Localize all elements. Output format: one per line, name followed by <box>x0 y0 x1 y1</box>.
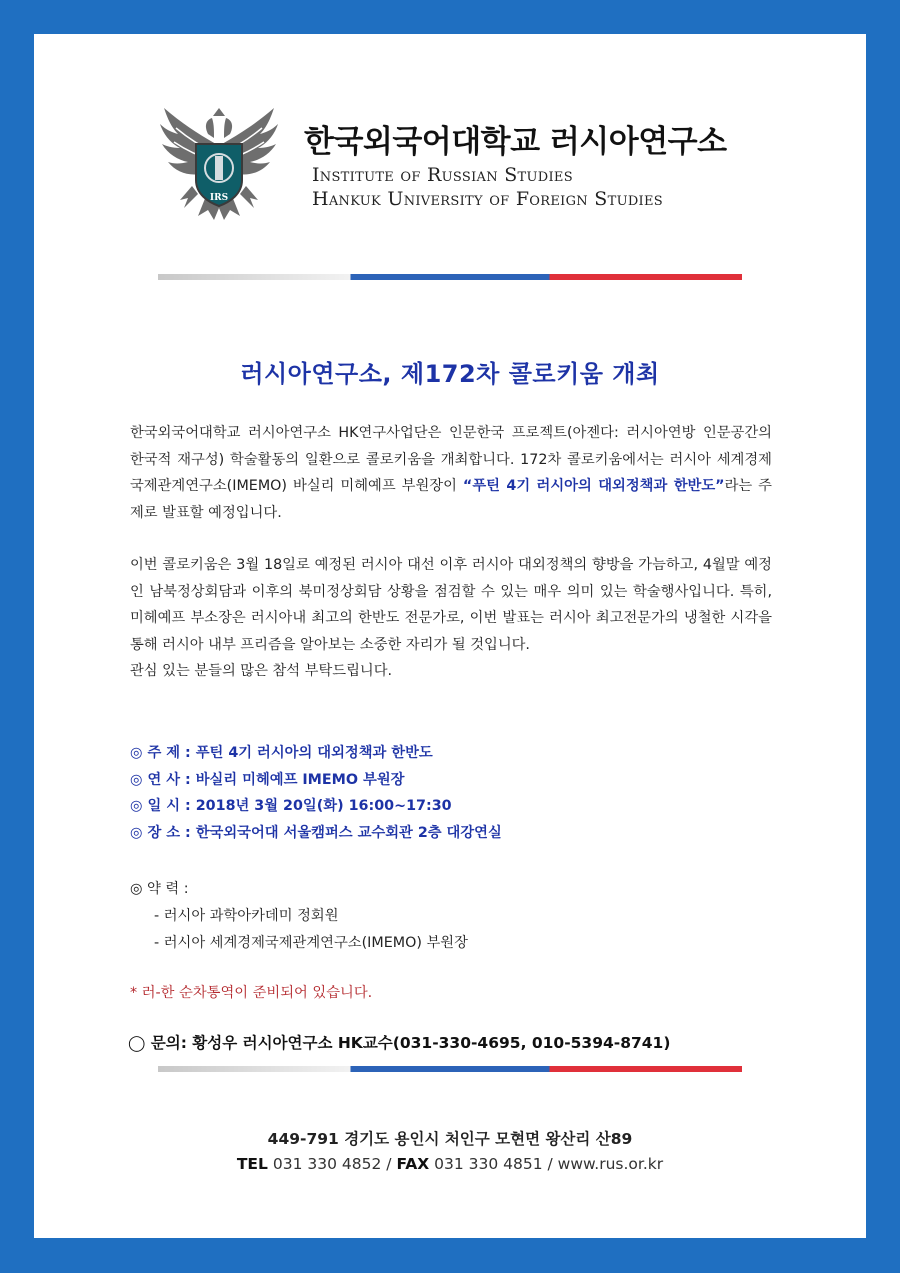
separator: / <box>386 1155 392 1173</box>
footer-address: 449-791 경기도 용인시 처인구 모현면 왕산리 산89 <box>267 1130 633 1148</box>
fax-label: FAX <box>396 1155 430 1173</box>
contact-info: ◯ 문의: 황성우 러시아연구소 HK교수(031-330-4695, 010-5394-8741) <box>128 1034 671 1052</box>
intro-text-after: 라는 주제로 발표할 예정입니다. <box>130 478 772 521</box>
poster-page <box>34 34 866 1238</box>
intro-paragraph <box>130 420 772 526</box>
talk-title-highlight: “푸틴 4기 러시아의 대외정책과 한반도” <box>462 478 725 494</box>
fax-and-website: 031 330 4851 / www.rus.or.kr <box>434 1155 664 1173</box>
invitation-line: 관심 있는 분들의 많은 참석 부탁드립니다. <box>130 663 393 679</box>
detail-venue: ◎ 장 소 : 한국외국어대 서울캠퍼스 교수회관 2층 대강연실 <box>130 824 502 841</box>
tricolor-divider-top <box>158 274 742 280</box>
speaker-career <box>130 876 790 957</box>
detail-topic: ◎ 주 제 : 푸틴 4기 러시아의 대외정책과 한반도 <box>130 745 433 761</box>
description-block <box>130 552 772 685</box>
career-item: - 러시아 세계경제국제관계연구소(IMEMO) 부원장 <box>154 935 468 951</box>
tel-label: TEL <box>236 1155 268 1173</box>
footer-contact <box>34 1155 866 1173</box>
intro-text-before: 한국외국어대학교 러시아연구소 HK연구사업단은 인문한국 프로젝트(아젠다: 러시아연방 인문공간의 한국적 재구성) 학술활동의 일환으로 콜로키움을 개최합니다. 172차 콜로키움에서는 러시아 세계경제국제관계연구소(IMEMO) 바실리 미헤예프 부원장이 <box>130 425 772 494</box>
logo-text: IRS <box>209 193 229 203</box>
description-paragraph: 이번 콜로키움은 3월 18일로 예정된 러시아 대선 이후 러시아 대외정책의 향방을 가늠하고, 4월말 예정인 남북정상회담과 이후의 북미정상회담 상황을 점검할 수 있는 매우 의미 있는 학술행사입니다. 특히, 미헤예프 부소장은 러시아내 최고의 한반도 전문가로, 이번 발표는 러시아 최고전문가의 냉철한 시각을 통해 러시아 내부 프리즘을 알아보는 소중한 자리가 될 것입니다. <box>130 557 772 653</box>
org-name-korean: 한국외국어대학교 러시아연구소 <box>304 124 727 160</box>
double-headed-eagle-emblem-icon <box>158 104 280 222</box>
tel-number: 031 330 4852 <box>272 1155 382 1173</box>
detail-speaker: ◎ 연 사 : 바실리 미헤예프 IMEMO 부원장 <box>130 771 405 788</box>
tricolor-divider-bottom <box>158 1066 742 1072</box>
org-name-english-line1: Institute of Russian Studies <box>312 164 573 186</box>
career-heading: ◎ 약 력 : <box>130 881 189 897</box>
event-details <box>130 740 790 846</box>
page-title: 러시아연구소, 제172차 콜로키움 개최 <box>240 360 660 388</box>
org-name-english-line2: Hankuk University of Foreign Studies <box>312 188 663 210</box>
career-item: - 러시아 과학아카데미 정회원 <box>154 908 339 924</box>
interpretation-note: * 러-한 순차통역이 준비되어 있습니다. <box>130 985 373 1001</box>
detail-datetime: ◎ 일 시 : 2018년 3월 20일(화) 16:00~17:30 <box>130 798 452 814</box>
